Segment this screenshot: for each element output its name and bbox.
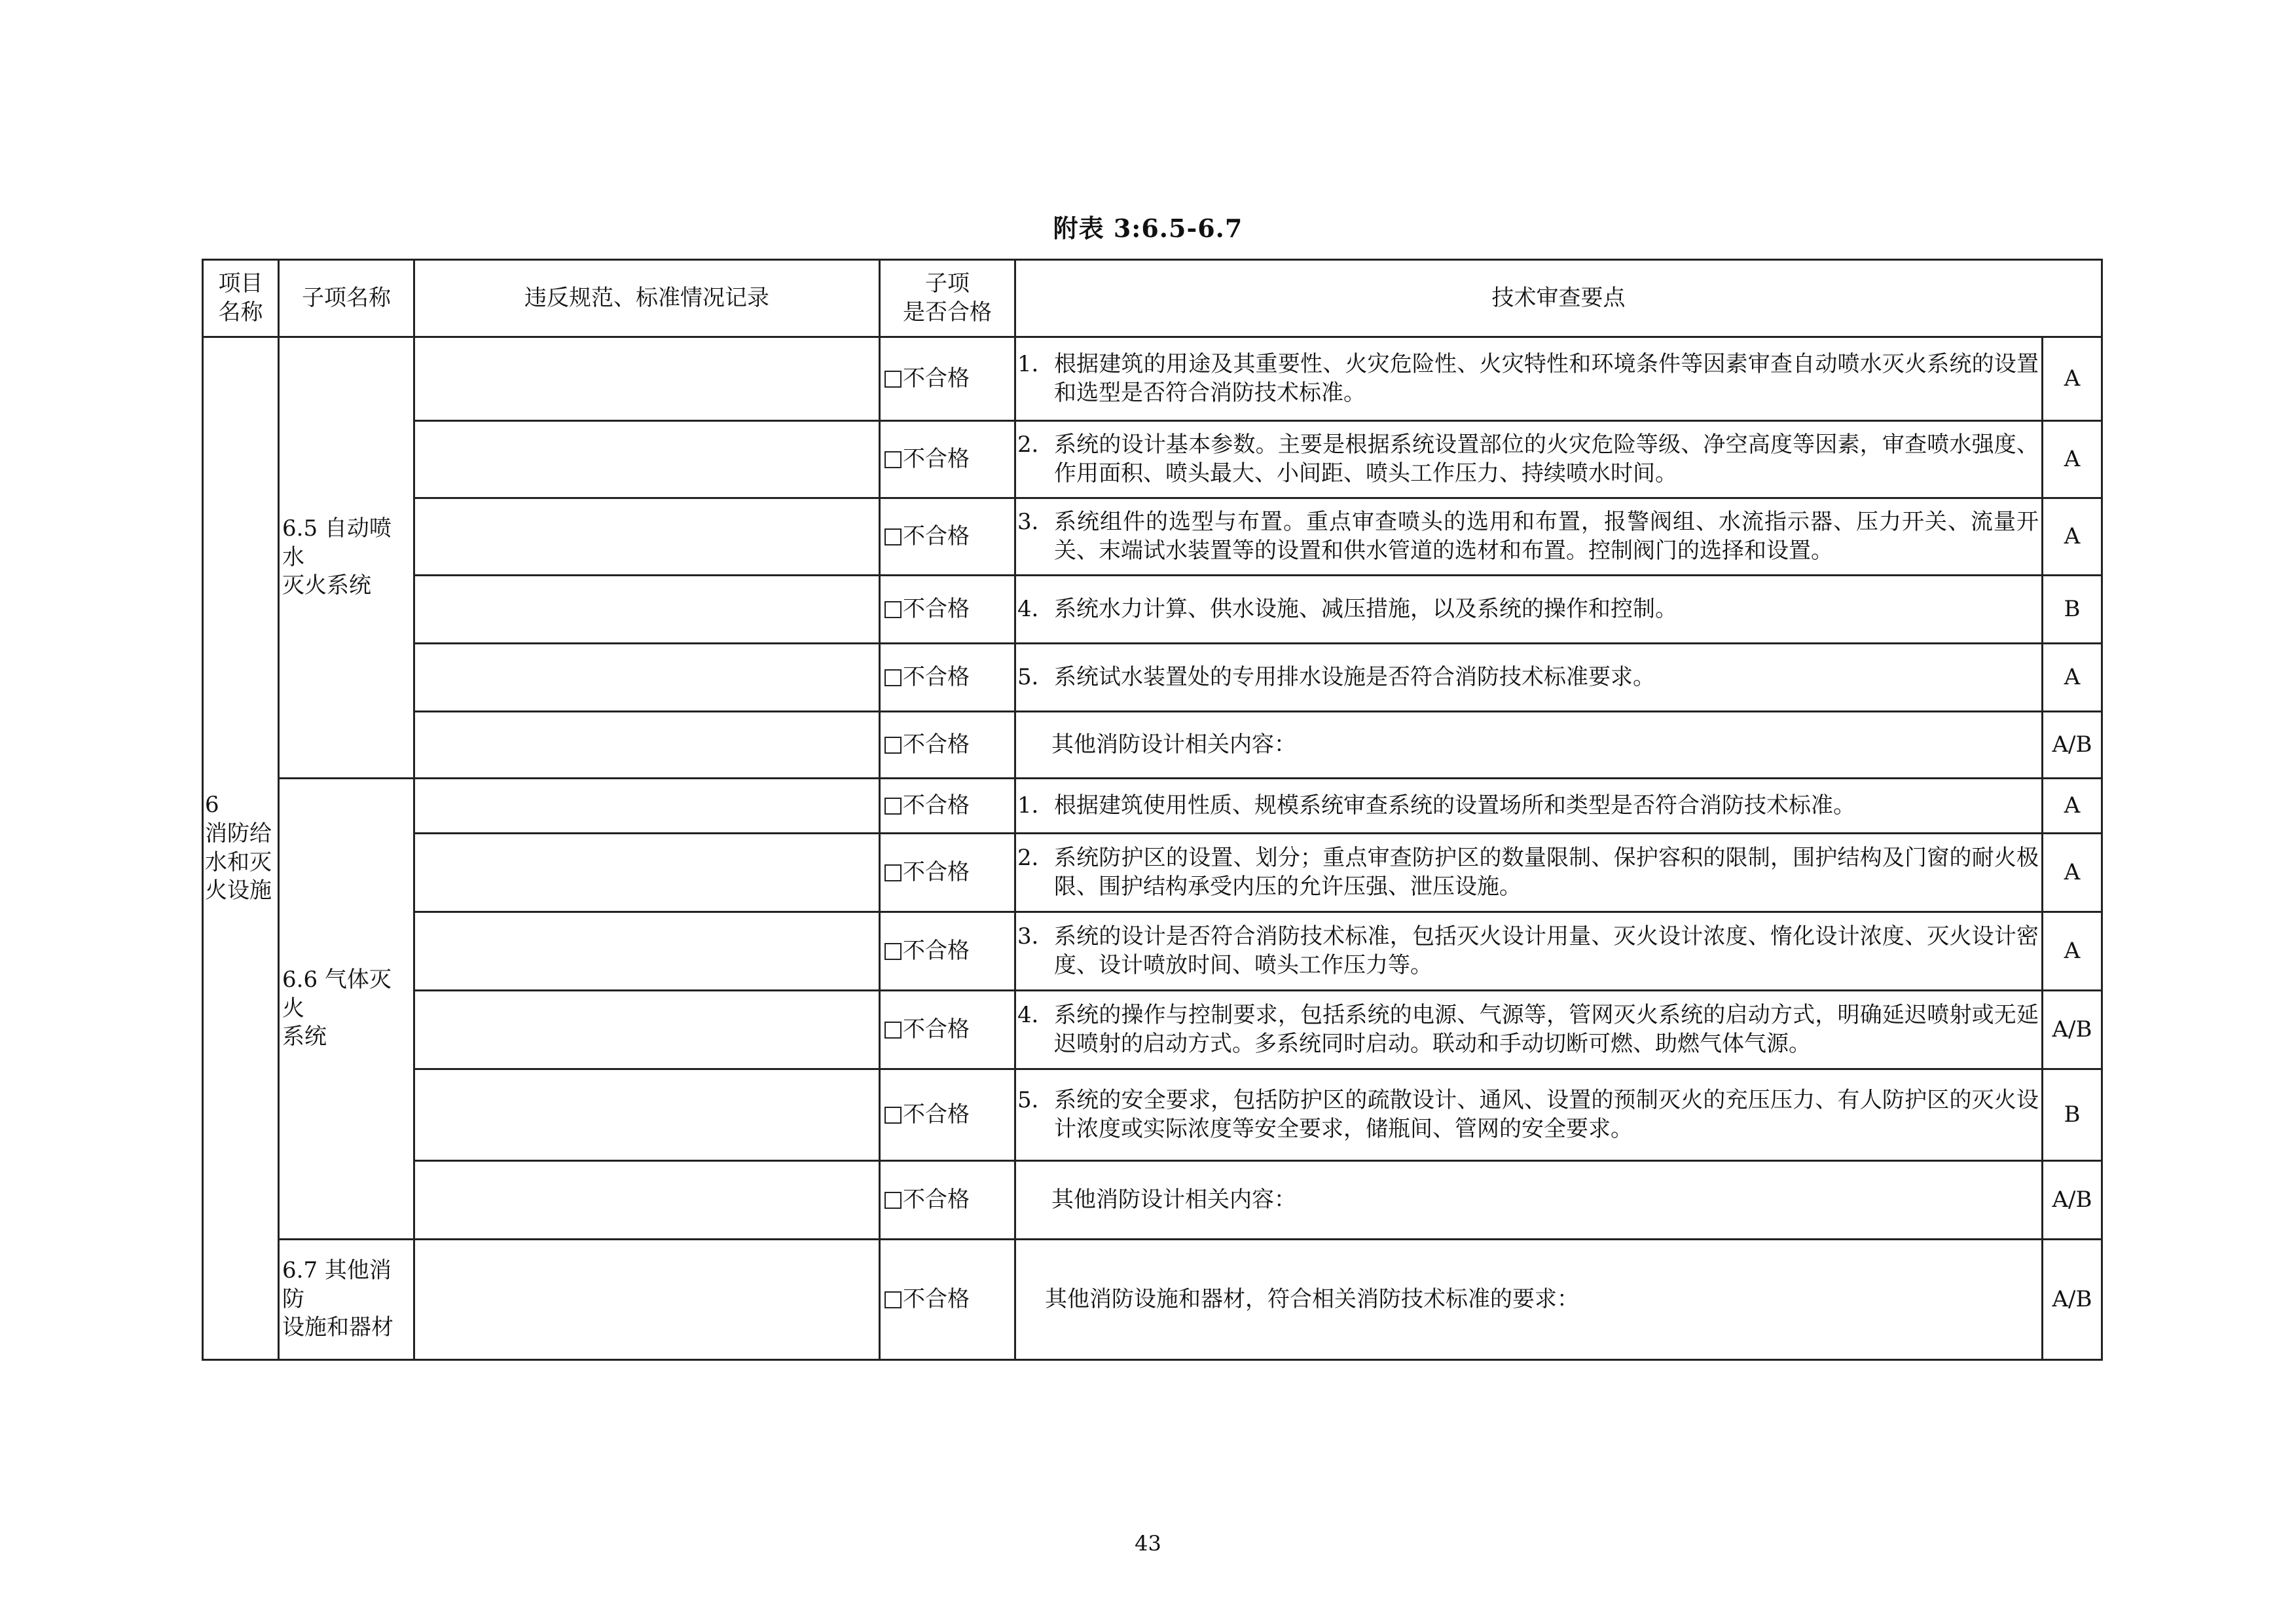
grade-cell: A/B: [2043, 712, 2102, 779]
fail-label: 不合格: [903, 1101, 970, 1128]
point-text: 系统的操作与控制要求，包括系统的电源、气源等，管网灭火系统的启动方式，明确延迟喷射或无延迟喷射的启动方式。多系统同时启动。联动和手动切断可燃、助燃气体气源。: [1054, 1001, 2039, 1057]
sub-item-name: 6.5 自动喷水 灭火系统: [279, 337, 414, 779]
checkbox-icon[interactable]: [884, 1022, 902, 1039]
header-sub: 子项名称: [279, 260, 414, 337]
violation-record-field[interactable]: [414, 1240, 880, 1360]
checkbox-icon[interactable]: [884, 1192, 902, 1209]
review-point: [1015, 1069, 2043, 1161]
table-row: [203, 912, 2102, 991]
page-number: 43: [1135, 1531, 1161, 1556]
fail-label: 不合格: [903, 858, 970, 885]
grade-cell: A/B: [2043, 1161, 2102, 1240]
review-point: [1015, 337, 2043, 421]
project-number: 6: [205, 792, 219, 819]
fail-label: 不合格: [903, 731, 970, 758]
point-number: 4．: [1017, 1001, 1054, 1028]
fail-checkbox-cell[interactable]: [880, 421, 1015, 498]
point-text: 其他消防设计相关内容：: [1051, 1186, 1296, 1213]
point-text: 系统的设计基本参数。主要是根据系统设置部位的火灾危险等级、净空高度等因素，审查喷水强度、作用面积、喷头最大、小间距、喷头工作压力、持续喷水时间。: [1054, 431, 2039, 487]
table-row: [203, 576, 2102, 644]
point-text: 根据建筑使用性质、规模系统审查系统的设置场所和类型是否符合消防技术标准。: [1054, 792, 1855, 819]
fail-label: 不合格: [903, 792, 970, 819]
checkbox-icon[interactable]: [884, 451, 902, 468]
point-number: 5．: [1017, 1086, 1054, 1113]
fail-label: 不合格: [903, 663, 970, 690]
point-text: 系统水力计算、供水设施、减压措施，以及系统的操作和控制。: [1054, 595, 1677, 622]
review-point: [1015, 1161, 2043, 1240]
fail-label: 不合格: [903, 365, 970, 392]
violation-record-field[interactable]: [414, 1161, 880, 1240]
point-number: 3．: [1017, 923, 1054, 950]
point-text: 系统防护区的设置、划分；重点审查防护区的数量限制、保护容积的限制，围护结构及门窗的耐火极限、围护结构承受内压的允许压强、泄压设施。: [1054, 844, 2039, 900]
fail-label: 不合格: [903, 1285, 970, 1312]
table-row: [203, 421, 2102, 498]
table-row: [203, 1161, 2102, 1240]
review-point: [1015, 576, 2043, 644]
checkbox-icon[interactable]: [884, 601, 902, 618]
review-point: [1015, 912, 2043, 991]
table-row: [203, 834, 2102, 912]
point-text: 其他消防设施和器材，符合相关消防技术标准的要求：: [1045, 1285, 1579, 1312]
checkbox-icon[interactable]: [884, 943, 902, 960]
review-point: [1015, 779, 2043, 834]
fail-checkbox-cell[interactable]: [880, 712, 1015, 779]
grade-cell: A: [2043, 337, 2102, 421]
violation-record-field[interactable]: [414, 337, 880, 421]
point-text: 系统的设计是否符合消防技术标准，包括灭火设计用量、灭火设计浓度、惰化设计浓度、灭火设计密度、设计喷放时间、喷头工作压力等。: [1054, 923, 2039, 978]
point-number: 1．: [1017, 350, 1054, 377]
point-number: 5．: [1017, 663, 1054, 690]
violation-record-field[interactable]: [414, 834, 880, 912]
table-row: [203, 712, 2102, 779]
header-pass: 子项 是否合格: [880, 260, 1015, 337]
fail-checkbox-cell[interactable]: [880, 1161, 1015, 1240]
table-title: 附表 3:6.5-6.7: [1053, 213, 1243, 243]
review-point: [1015, 421, 2043, 498]
sub-item-name: 6.6 气体灭火 系统: [279, 779, 414, 1240]
point-text: 系统的安全要求，包括防护区的疏散设计、通风、设置的预制灭火的充压压力、有人防护区的灭火设计浓度或实际浓度等安全要求，储瓶间、管网的安全要求。: [1054, 1086, 2039, 1142]
violation-record-field[interactable]: [414, 712, 880, 779]
grade-cell: A/B: [2043, 991, 2102, 1069]
fail-checkbox-cell[interactable]: [880, 1069, 1015, 1161]
fail-label: 不合格: [903, 937, 970, 964]
header-row: [203, 260, 2102, 337]
header-record: 违反规范、标准情况记录: [414, 260, 880, 337]
fail-label: 不合格: [903, 595, 970, 622]
table-row: [203, 1069, 2102, 1161]
header-project: 项目 名称: [203, 260, 279, 337]
fail-checkbox-cell[interactable]: [880, 991, 1015, 1069]
sub-item-name: 6.7 其他消防 设施和器材: [279, 1240, 414, 1360]
violation-record-field[interactable]: [414, 644, 880, 712]
point-number: 3．: [1017, 508, 1054, 535]
point-text: 其他消防设计相关内容：: [1051, 731, 1296, 758]
checkbox-icon[interactable]: [884, 371, 902, 388]
checkbox-icon[interactable]: [884, 1291, 902, 1308]
review-point: [1015, 1240, 2043, 1360]
point-number: 2．: [1017, 431, 1054, 458]
review-point: [1015, 644, 2043, 712]
point-number: 1．: [1017, 792, 1054, 819]
violation-record-field[interactable]: [414, 1069, 880, 1161]
grade-cell: A: [2043, 779, 2102, 834]
project-name-cell: [203, 337, 279, 1360]
point-text: 根据建筑的用途及其重要性、火灾危险性、火灾特性和环境条件等因素审查自动喷水灭火系统的设置和选型是否符合消防技术标准。: [1054, 350, 2039, 406]
table-row: [203, 644, 2102, 712]
fail-checkbox-cell[interactable]: [880, 498, 1015, 576]
table-row: [203, 991, 2102, 1069]
table-row: [203, 498, 2102, 576]
fail-checkbox-cell[interactable]: [880, 834, 1015, 912]
fail-checkbox-cell[interactable]: [880, 1240, 1015, 1360]
checkbox-icon[interactable]: [884, 1107, 902, 1124]
checkbox-icon[interactable]: [884, 798, 902, 815]
point-number: 2．: [1017, 844, 1054, 871]
grade-cell: B: [2043, 1069, 2102, 1161]
table-row: [203, 1240, 2102, 1360]
violation-record-field[interactable]: [414, 498, 880, 576]
grade-cell: A: [2043, 834, 2102, 912]
review-point: [1015, 712, 2043, 779]
fail-label: 不合格: [903, 445, 970, 472]
table-row: [203, 337, 2102, 421]
violation-record-field[interactable]: [414, 912, 880, 991]
fail-checkbox-cell[interactable]: [880, 576, 1015, 644]
fail-checkbox-cell[interactable]: [880, 644, 1015, 712]
checkbox-icon[interactable]: [884, 864, 902, 881]
grade-cell: B: [2043, 576, 2102, 644]
grade-cell: A: [2043, 498, 2102, 576]
project-name: 消防给 水和灭 火设施: [205, 820, 272, 904]
review-point: [1015, 498, 2043, 576]
point-text: 系统组件的选型与布置。重点审查喷头的选用和布置，报警阀组、水流指示器、压力开关、流量开关、末端试水装置等的设置和供水管道的选材和布置。控制阀门的选择和设置。: [1054, 508, 2039, 564]
fail-label: 不合格: [903, 523, 970, 549]
grade-cell: A/B: [2043, 1240, 2102, 1360]
checkbox-icon[interactable]: [884, 737, 902, 754]
violation-record-field[interactable]: [414, 991, 880, 1069]
table-row: [203, 779, 2102, 834]
checkbox-icon[interactable]: [884, 669, 902, 686]
fail-label: 不合格: [903, 1186, 970, 1213]
grade-cell: A: [2043, 644, 2102, 712]
violation-record-field[interactable]: [414, 576, 880, 644]
fail-checkbox-cell[interactable]: [880, 779, 1015, 834]
checkbox-icon[interactable]: [884, 528, 902, 545]
review-table: [202, 259, 2103, 1361]
fail-checkbox-cell[interactable]: [880, 337, 1015, 421]
violation-record-field[interactable]: [414, 779, 880, 834]
fail-label: 不合格: [903, 1016, 970, 1043]
review-point: [1015, 834, 2043, 912]
violation-record-field[interactable]: [414, 421, 880, 498]
fail-checkbox-cell[interactable]: [880, 912, 1015, 991]
grade-cell: A: [2043, 421, 2102, 498]
grade-cell: A: [2043, 912, 2102, 991]
point-text: 系统试水装置处的专用排水设施是否符合消防技术标准要求。: [1054, 663, 1655, 690]
header-points: 技术审查要点: [1015, 260, 2102, 337]
point-number: 4．: [1017, 595, 1054, 622]
review-point: [1015, 991, 2043, 1069]
